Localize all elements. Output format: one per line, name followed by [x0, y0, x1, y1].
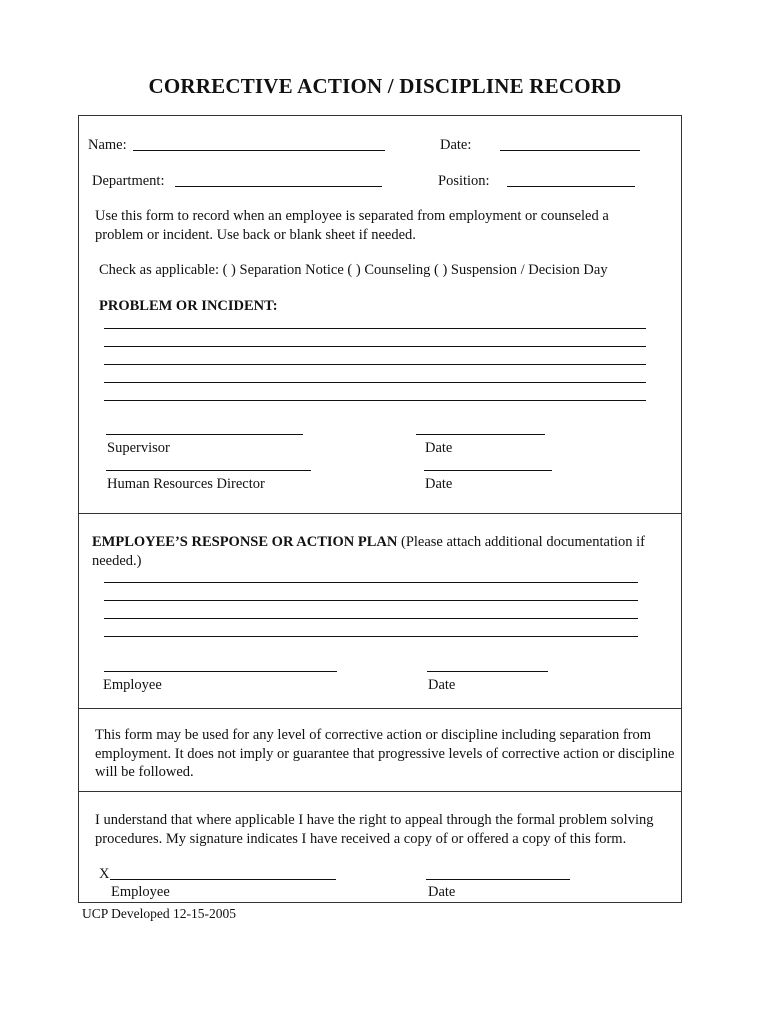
section-divider-1 — [78, 513, 682, 514]
hr-date-line[interactable] — [424, 470, 552, 471]
appeal-signature-line[interactable] — [110, 879, 336, 880]
supervisor-date-label: Date — [425, 440, 453, 456]
response-heading-note: (Please attach additional documentation if needed.) — [92, 534, 645, 569]
date-label: Date: — [440, 137, 472, 153]
footer-note: UCP Developed 12-15-2005 — [82, 906, 236, 921]
response-line[interactable] — [104, 618, 638, 619]
response-line[interactable] — [104, 600, 638, 601]
problem-line[interactable] — [104, 328, 646, 329]
appeal-employee-label: Employee — [111, 884, 170, 900]
response-heading-bold: EMPLOYEE’S RESPONSE OR ACTION PLAN — [92, 534, 398, 550]
form-title: CORRECTIVE ACTION / DISCIPLINE RECORD — [148, 74, 622, 98]
date-field[interactable] — [500, 150, 640, 151]
employee-date-line[interactable] — [427, 671, 548, 672]
response-heading — [92, 533, 674, 570]
supervisor-signature-line[interactable] — [106, 434, 303, 435]
problem-line[interactable] — [104, 382, 646, 383]
hr-director-label: Human Resources Director — [107, 476, 265, 492]
section-divider-3 — [78, 791, 682, 792]
check-applicable-text: Check as applicable: ( ) Separation Notice ( ) Counseling ( ) Suspension / Decision Day — [99, 262, 608, 278]
appeal-text: I understand that where applicable I have the right to appeal through the formal problem solving procedures. My signature indicates I have received a copy of or offered a copy of this form. — [95, 812, 654, 847]
position-label: Position: — [438, 173, 490, 189]
name-field[interactable] — [133, 150, 385, 151]
position-field[interactable] — [507, 186, 635, 187]
hr-signature-line[interactable] — [106, 470, 311, 471]
appeal-date-label: Date — [428, 884, 456, 900]
appeal-date-line[interactable] — [426, 879, 570, 880]
problem-line[interactable] — [104, 346, 646, 347]
response-line[interactable] — [104, 582, 638, 583]
supervisor-date-line[interactable] — [416, 434, 545, 435]
department-label: Department: — [92, 173, 165, 189]
problem-heading: PROBLEM OR INCIDENT: — [99, 298, 278, 314]
employee-signature-line[interactable] — [104, 671, 337, 672]
problem-line[interactable] — [104, 364, 646, 365]
x-mark: X — [99, 866, 110, 882]
employee-label: Employee — [103, 677, 162, 693]
hr-date-label: Date — [425, 476, 453, 492]
supervisor-label: Supervisor — [107, 440, 170, 456]
department-field[interactable] — [175, 186, 382, 187]
employee-date-label: Date — [428, 677, 456, 693]
problem-line[interactable] — [104, 400, 646, 401]
instructions-text: Use this form to record when an employee is separated from employment or counseled a problem or incident. Use back or blank sheet if needed. — [95, 208, 609, 243]
section-divider-2 — [78, 708, 682, 709]
disclaimer-text: This form may be used for any level of corrective action or discipline including separation from employment. It does not imply or guarantee that progressive levels of corrective action or discipline will be followed. — [95, 727, 675, 780]
response-line[interactable] — [104, 636, 638, 637]
name-label: Name: — [88, 137, 127, 153]
